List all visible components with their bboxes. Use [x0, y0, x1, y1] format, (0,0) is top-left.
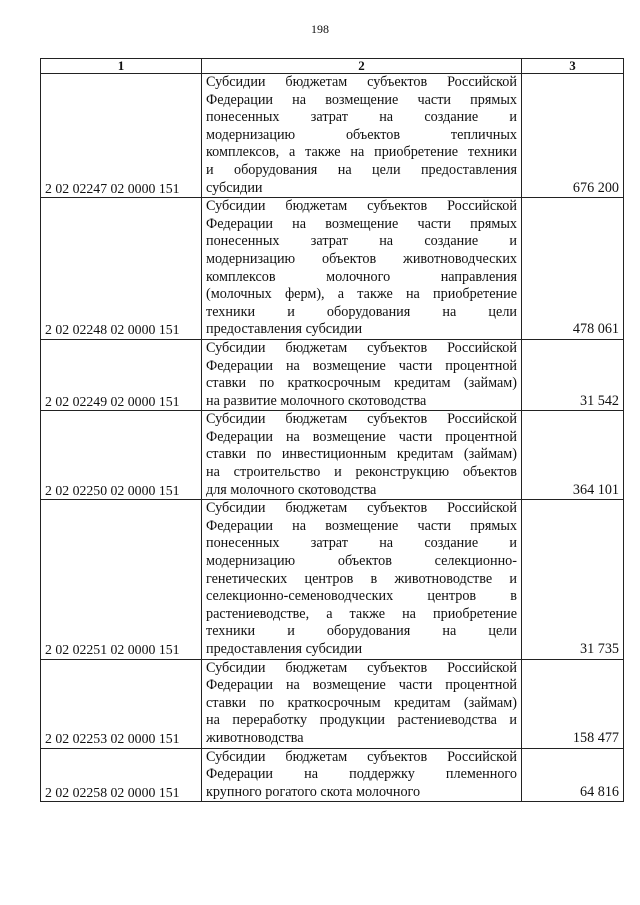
description-line: предоставления субсидии — [206, 321, 363, 338]
table-row — [41, 74, 624, 198]
description-line: Субсидии бюджетам субъектов Российской — [206, 500, 517, 517]
description-line: ставки по инвестиционным кредитам (займам) — [206, 446, 517, 463]
description-line: Федерации на возмещение части прямых — [206, 91, 517, 108]
description-line: и оборудования на цели предоставления — [206, 161, 517, 178]
description-line: Федерации на возмещение части процентной — [206, 357, 517, 374]
description-line: Федерации на возмещение части процентной — [206, 428, 517, 445]
description-line: Субсидии бюджетам субъектов Российской — [206, 74, 517, 90]
description-line: понесенных затрат на создание и — [206, 535, 517, 552]
budget-code-cell: 2 02 02250 02 0000 151 — [41, 411, 202, 500]
amount-cell: 364 101 — [522, 411, 624, 500]
table-row — [41, 659, 624, 748]
description-line: субсидии — [206, 179, 263, 196]
description-line: понесенных затрат на создание и — [206, 233, 517, 250]
table-row — [41, 500, 624, 659]
table-row — [41, 748, 624, 802]
column-header-description: 2 — [202, 59, 522, 74]
description-cell — [202, 748, 522, 802]
budget-code-cell: 2 02 02253 02 0000 151 — [41, 659, 202, 748]
description-cell — [202, 198, 522, 340]
description-line: крупного рогатого скота молочного — [206, 783, 421, 800]
description-cell — [202, 500, 522, 659]
description-line: на строительство и реконструкцию объектов — [206, 464, 517, 481]
description-cell — [202, 659, 522, 748]
table-row — [41, 198, 624, 340]
description-line: Субсидии бюджетам субъектов Российской — [206, 198, 517, 215]
description-line: Субсидии бюджетам субъектов Российской — [206, 411, 517, 428]
column-header-amount: 3 — [522, 59, 624, 74]
description-line: (молочных ферм), а также на приобретение — [206, 286, 517, 303]
description-line: Субсидии бюджетам субъектов Российской — [206, 659, 517, 676]
description-line: техники и оборудования на цели — [206, 623, 517, 640]
budget-code-cell: 2 02 02249 02 0000 151 — [41, 339, 202, 410]
description-line: Федерации на возмещение части процентной — [206, 677, 517, 694]
amount-cell: 158 477 — [522, 659, 624, 748]
description-line: животноводства — [206, 729, 304, 746]
budget-code-cell: 2 02 02247 02 0000 151 — [41, 74, 202, 198]
description-line: на развитие молочного скотоводства — [206, 392, 427, 409]
description-line: понесенных затрат на создание и — [206, 109, 517, 126]
table-header-row — [41, 59, 624, 74]
description-line: ставки по краткосрочным кредитам (займам) — [206, 694, 517, 711]
description-line: Федерации на возмещение части прямых — [206, 215, 517, 232]
description-line: комплексов, а также на приобретение техники — [206, 144, 517, 161]
budget-table — [40, 58, 624, 802]
description-line: техники и оборудования на цели — [206, 303, 517, 320]
description-cell — [202, 339, 522, 410]
description-line: Субсидии бюджетам субъектов Российской — [206, 748, 517, 765]
column-header-code: 1 — [41, 59, 202, 74]
description-line: генетических центров в животноводстве и — [206, 570, 517, 587]
description-line: ставки по краткосрочным кредитам (займам) — [206, 375, 517, 392]
description-line: селекционно-семеноводческих центров в — [206, 588, 517, 605]
amount-cell: 31 542 — [522, 339, 624, 410]
page-number: 198 — [311, 22, 329, 36]
description-line: комплексов молочного направления — [206, 268, 517, 285]
budget-code-cell: 2 02 02258 02 0000 151 — [41, 748, 202, 802]
amount-cell: 64 816 — [522, 748, 624, 802]
description-line: модернизацию объектов селекционно- — [206, 553, 517, 570]
description-line: модернизацию объектов тепличных — [206, 126, 517, 143]
budget-code-cell: 2 02 02248 02 0000 151 — [41, 198, 202, 340]
amount-cell: 31 735 — [522, 500, 624, 659]
description-line: для молочного скотоводства — [206, 481, 377, 498]
amount-cell: 478 061 — [522, 198, 624, 340]
description-line: модернизацию объектов животноводческих — [206, 250, 517, 267]
description-line: предоставления субсидии — [206, 641, 363, 657]
description-cell — [202, 411, 522, 500]
description-line: Федерации на возмещение части прямых — [206, 517, 517, 534]
description-line: Субсидии бюджетам субъектов Российской — [206, 339, 517, 356]
table-row — [41, 339, 624, 410]
budget-code-cell: 2 02 02251 02 0000 151 — [41, 500, 202, 659]
description-line: растениеводстве, а также на приобретение — [206, 605, 517, 622]
table-row — [41, 411, 624, 500]
description-line: на переработку продукции растениеводства и — [206, 712, 517, 729]
amount-cell: 676 200 — [522, 74, 624, 198]
description-line: Федерации на поддержку племенного — [206, 766, 517, 783]
description-cell — [202, 74, 522, 198]
